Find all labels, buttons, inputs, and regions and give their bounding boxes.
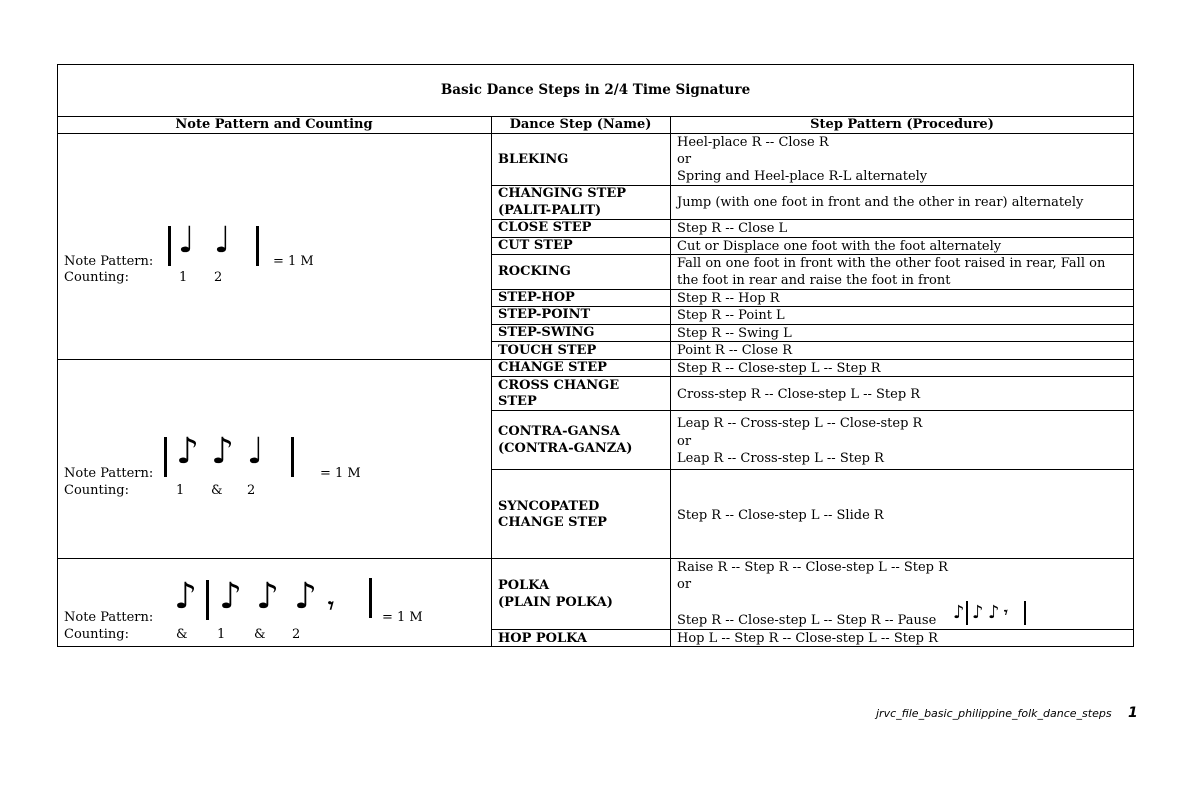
note-pattern-label: Note Pattern: — [64, 610, 154, 625]
counting-label: Counting: — [64, 483, 129, 498]
count-value: 1 — [217, 627, 226, 642]
dance-step-name: TOUCH STEP — [498, 343, 597, 358]
measure-label: = 1 M — [273, 254, 314, 269]
dance-step-name: CONTRA-GANSA — [498, 424, 621, 439]
dance-step-name: POLKA — [498, 578, 550, 593]
dance-step-name: ROCKING — [498, 264, 571, 279]
counting-label: Counting: — [64, 627, 129, 642]
step-pattern-text: or — [677, 434, 692, 449]
count-value: & — [211, 483, 223, 498]
page-number: 1 — [1128, 705, 1138, 721]
header-dance-step: Dance Step (Name) — [509, 117, 652, 132]
measure-label: = 1 M — [320, 466, 361, 481]
step-pattern-text: Hop L -- Step R -- Close-step L -- Step R — [677, 631, 938, 646]
step-pattern-text: Leap R -- Cross-step L -- Step R — [677, 451, 884, 466]
dance-step-name: HOP POLKA — [498, 631, 588, 646]
count-value: 1 — [176, 483, 185, 498]
step-pattern-text: Cross-step R -- Close-step L -- Step R — [677, 387, 921, 402]
barline — [206, 580, 209, 620]
counting-label: Counting: — [64, 270, 129, 285]
step-pattern-text: Raise R -- Step R -- Close-step L -- Step R — [677, 560, 948, 575]
quarter-note-icon: ♩ — [247, 431, 264, 472]
measure-label: = 1 M — [382, 610, 423, 625]
count-value: 1 — [179, 270, 188, 285]
dance-step-name: (PALIT-PALIT) — [498, 203, 602, 218]
step-pattern-text: the foot in rear and raise the foot in front — [677, 273, 951, 288]
step-pattern-text: Spring and Heel-place R-L alternately — [677, 169, 928, 184]
step-pattern-text: Step R -- Hop R — [677, 291, 780, 306]
header-note-pattern: Note Pattern and Counting — [175, 117, 373, 132]
dance-step-name: CHANGE STEP — [498, 515, 607, 530]
eighth-note-icon: ♪ — [176, 431, 199, 472]
dance-step-name: (CONTRA-GANZA) — [498, 441, 633, 456]
dance-step-name: SYNCOPATED — [498, 499, 600, 514]
dance-step-name: STEP-HOP — [498, 290, 575, 305]
dance-step-name: CHANGE STEP — [498, 360, 607, 375]
count-value: 2 — [247, 483, 256, 498]
eighth-note-icon: ♪ — [294, 576, 317, 617]
dance-step-name: CLOSE STEP — [498, 220, 592, 235]
eighth-rest-icon: 𝄾 — [328, 594, 334, 619]
eighth-note-icon: ♪ — [211, 431, 234, 472]
eighth-note-icon: ♪ — [174, 576, 197, 617]
step-pattern-text: Point R -- Close R — [677, 343, 792, 358]
dance-step-name: CHANGING STEP — [498, 186, 627, 201]
step-pattern-text: or — [677, 152, 692, 167]
step-pattern-text: or — [677, 577, 692, 592]
dance-step-name: CROSS CHANGE — [498, 378, 620, 393]
step-pattern-text: Step R -- Close-step L -- Step R — [677, 361, 881, 376]
barline — [369, 578, 372, 618]
note-pattern-label: Note Pattern: — [64, 254, 154, 269]
eighth-note-icon: ♪ — [988, 602, 1000, 623]
eighth-note-icon: ♪ — [219, 576, 242, 617]
count-value: & — [254, 627, 266, 642]
footer-filename: jrvc_file_basic_philippine_folk_dance_steps — [876, 707, 1112, 720]
step-pattern-text: Step R -- Close L — [677, 221, 788, 236]
dance-step-name: (PLAIN POLKA) — [498, 595, 613, 610]
dance-step-name: STEP — [498, 394, 537, 409]
step-pattern-text: Leap R -- Cross-step L -- Close-step R — [677, 416, 923, 431]
header-step-pattern: Step Pattern (Procedure) — [810, 117, 994, 132]
dance-step-name: CUT STEP — [498, 238, 573, 253]
dance-step-name: STEP-POINT — [498, 307, 591, 322]
eighth-note-icon: ♪ — [972, 602, 984, 623]
count-value: 2 — [292, 627, 301, 642]
dance-step-name: BLEKING — [498, 152, 569, 167]
eighth-note-icon: ♪ — [256, 576, 279, 617]
step-pattern-text: Heel-place R -- Close R — [677, 135, 829, 150]
count-value: 2 — [214, 270, 223, 285]
barline — [256, 226, 259, 266]
page-title: Basic Dance Steps in 2/4 Time Signature — [440, 82, 751, 98]
dance-step-name: STEP-SWING — [498, 325, 595, 340]
barline — [1024, 601, 1026, 625]
step-pattern-text: Fall on one foot in front with the other foot raised in rear, Fall on — [677, 256, 1106, 271]
barline — [966, 601, 968, 625]
count-value: & — [176, 627, 188, 642]
barline — [164, 437, 167, 477]
eighth-note-icon: ♪ — [953, 602, 965, 623]
step-pattern-text: Step R -- Point L — [677, 308, 785, 323]
step-pattern-text: Step R -- Swing L — [677, 326, 792, 341]
step-pattern-text: Cut or Displace one foot with the foot alternately — [677, 239, 1002, 254]
barline — [291, 437, 294, 477]
barline — [168, 226, 171, 266]
note-pattern-label: Note Pattern: — [64, 466, 154, 481]
step-pattern-text: Step R -- Close-step L -- Slide R — [677, 508, 884, 523]
quarter-note-icon: ♩ — [214, 220, 231, 261]
step-pattern-text: Step R -- Close-step L -- Step R -- Pause — [677, 613, 937, 628]
step-pattern-text: Jump (with one foot in front and the other in rear) alternately — [677, 195, 1084, 210]
eighth-rest-icon: 𝄾 — [1004, 605, 1008, 621]
quarter-note-icon: ♩ — [178, 220, 195, 261]
